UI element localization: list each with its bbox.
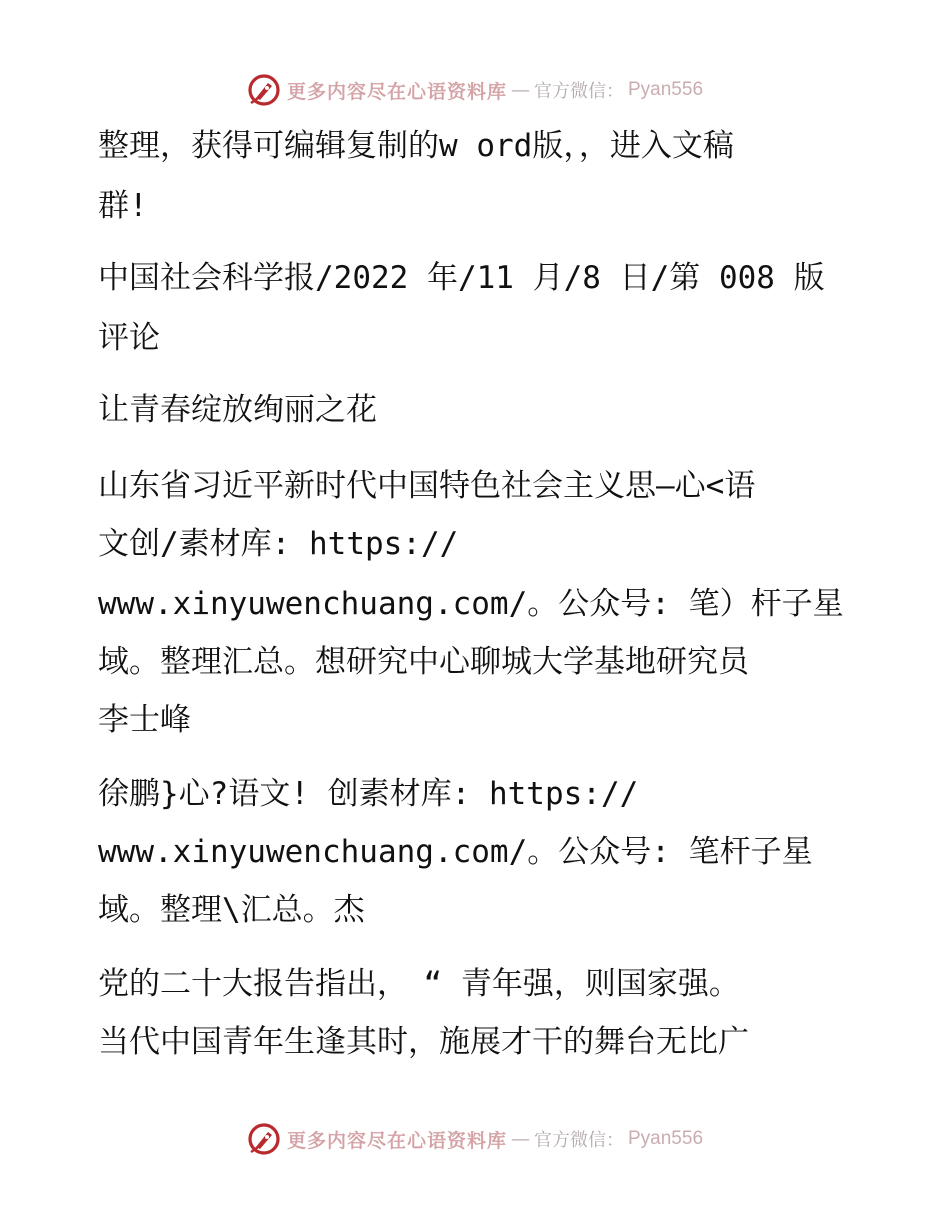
text-line: 当代中国青年生逢其时，施展才干的舞台无比广 <box>98 1024 749 1060</box>
banner-brand-text: 更多内容尽在心语资料库 <box>286 80 507 103</box>
banner-brand-text: 更多内容尽在心语资料库 <box>286 1129 507 1152</box>
pen-nib-circle-icon <box>247 73 281 107</box>
footer-banner <box>0 1119 950 1159</box>
header-banner <box>0 70 950 110</box>
text-line: 文创/素材库: https:// <box>98 526 459 562</box>
banner-dash: — <box>511 1128 530 1150</box>
banner-wechat-id: Pyan556 <box>628 79 704 100</box>
text-line: 域。整理\汇总。杰 <box>98 892 365 928</box>
banner-wechat-label: 官方微信： <box>534 81 624 102</box>
text-line: 李士峰 <box>98 702 191 738</box>
text-line: 徐鹏}心?语文! 创素材库: https:// <box>98 776 639 812</box>
banner-wechat-id: Pyan556 <box>628 1128 704 1149</box>
text-line: 域。整理汇总。想研究中心聊城大学基地研究员 <box>98 644 749 680</box>
text-line: 山东省习近平新时代中国特色社会主义思—心<语 <box>98 468 756 504</box>
text-line: www.xinyuwenchuang.com/。公众号: 笔杆子星 <box>98 834 813 870</box>
banner-dash: — <box>511 79 530 101</box>
text-line: www.xinyuwenchuang.com/。公众号: 笔）杆子星 <box>98 586 844 622</box>
text-line: 中国社会科学报/2022 年/11 月/8 日/第 008 版 <box>98 260 825 296</box>
pen-nib-circle-icon <box>247 1122 281 1156</box>
text-line: 评论 <box>98 320 160 356</box>
text-line: 群! <box>98 188 148 224</box>
text-line: 整理，获得可编辑复制的w ord版，，进入文稿 <box>98 128 734 164</box>
article-title: 让青春绽放绚丽之花 <box>98 392 377 428</box>
text-line: 党的二十大报告指出， “ 青年强，则国家强。 <box>98 966 740 1002</box>
banner-wechat-label: 官方微信： <box>534 1130 624 1151</box>
